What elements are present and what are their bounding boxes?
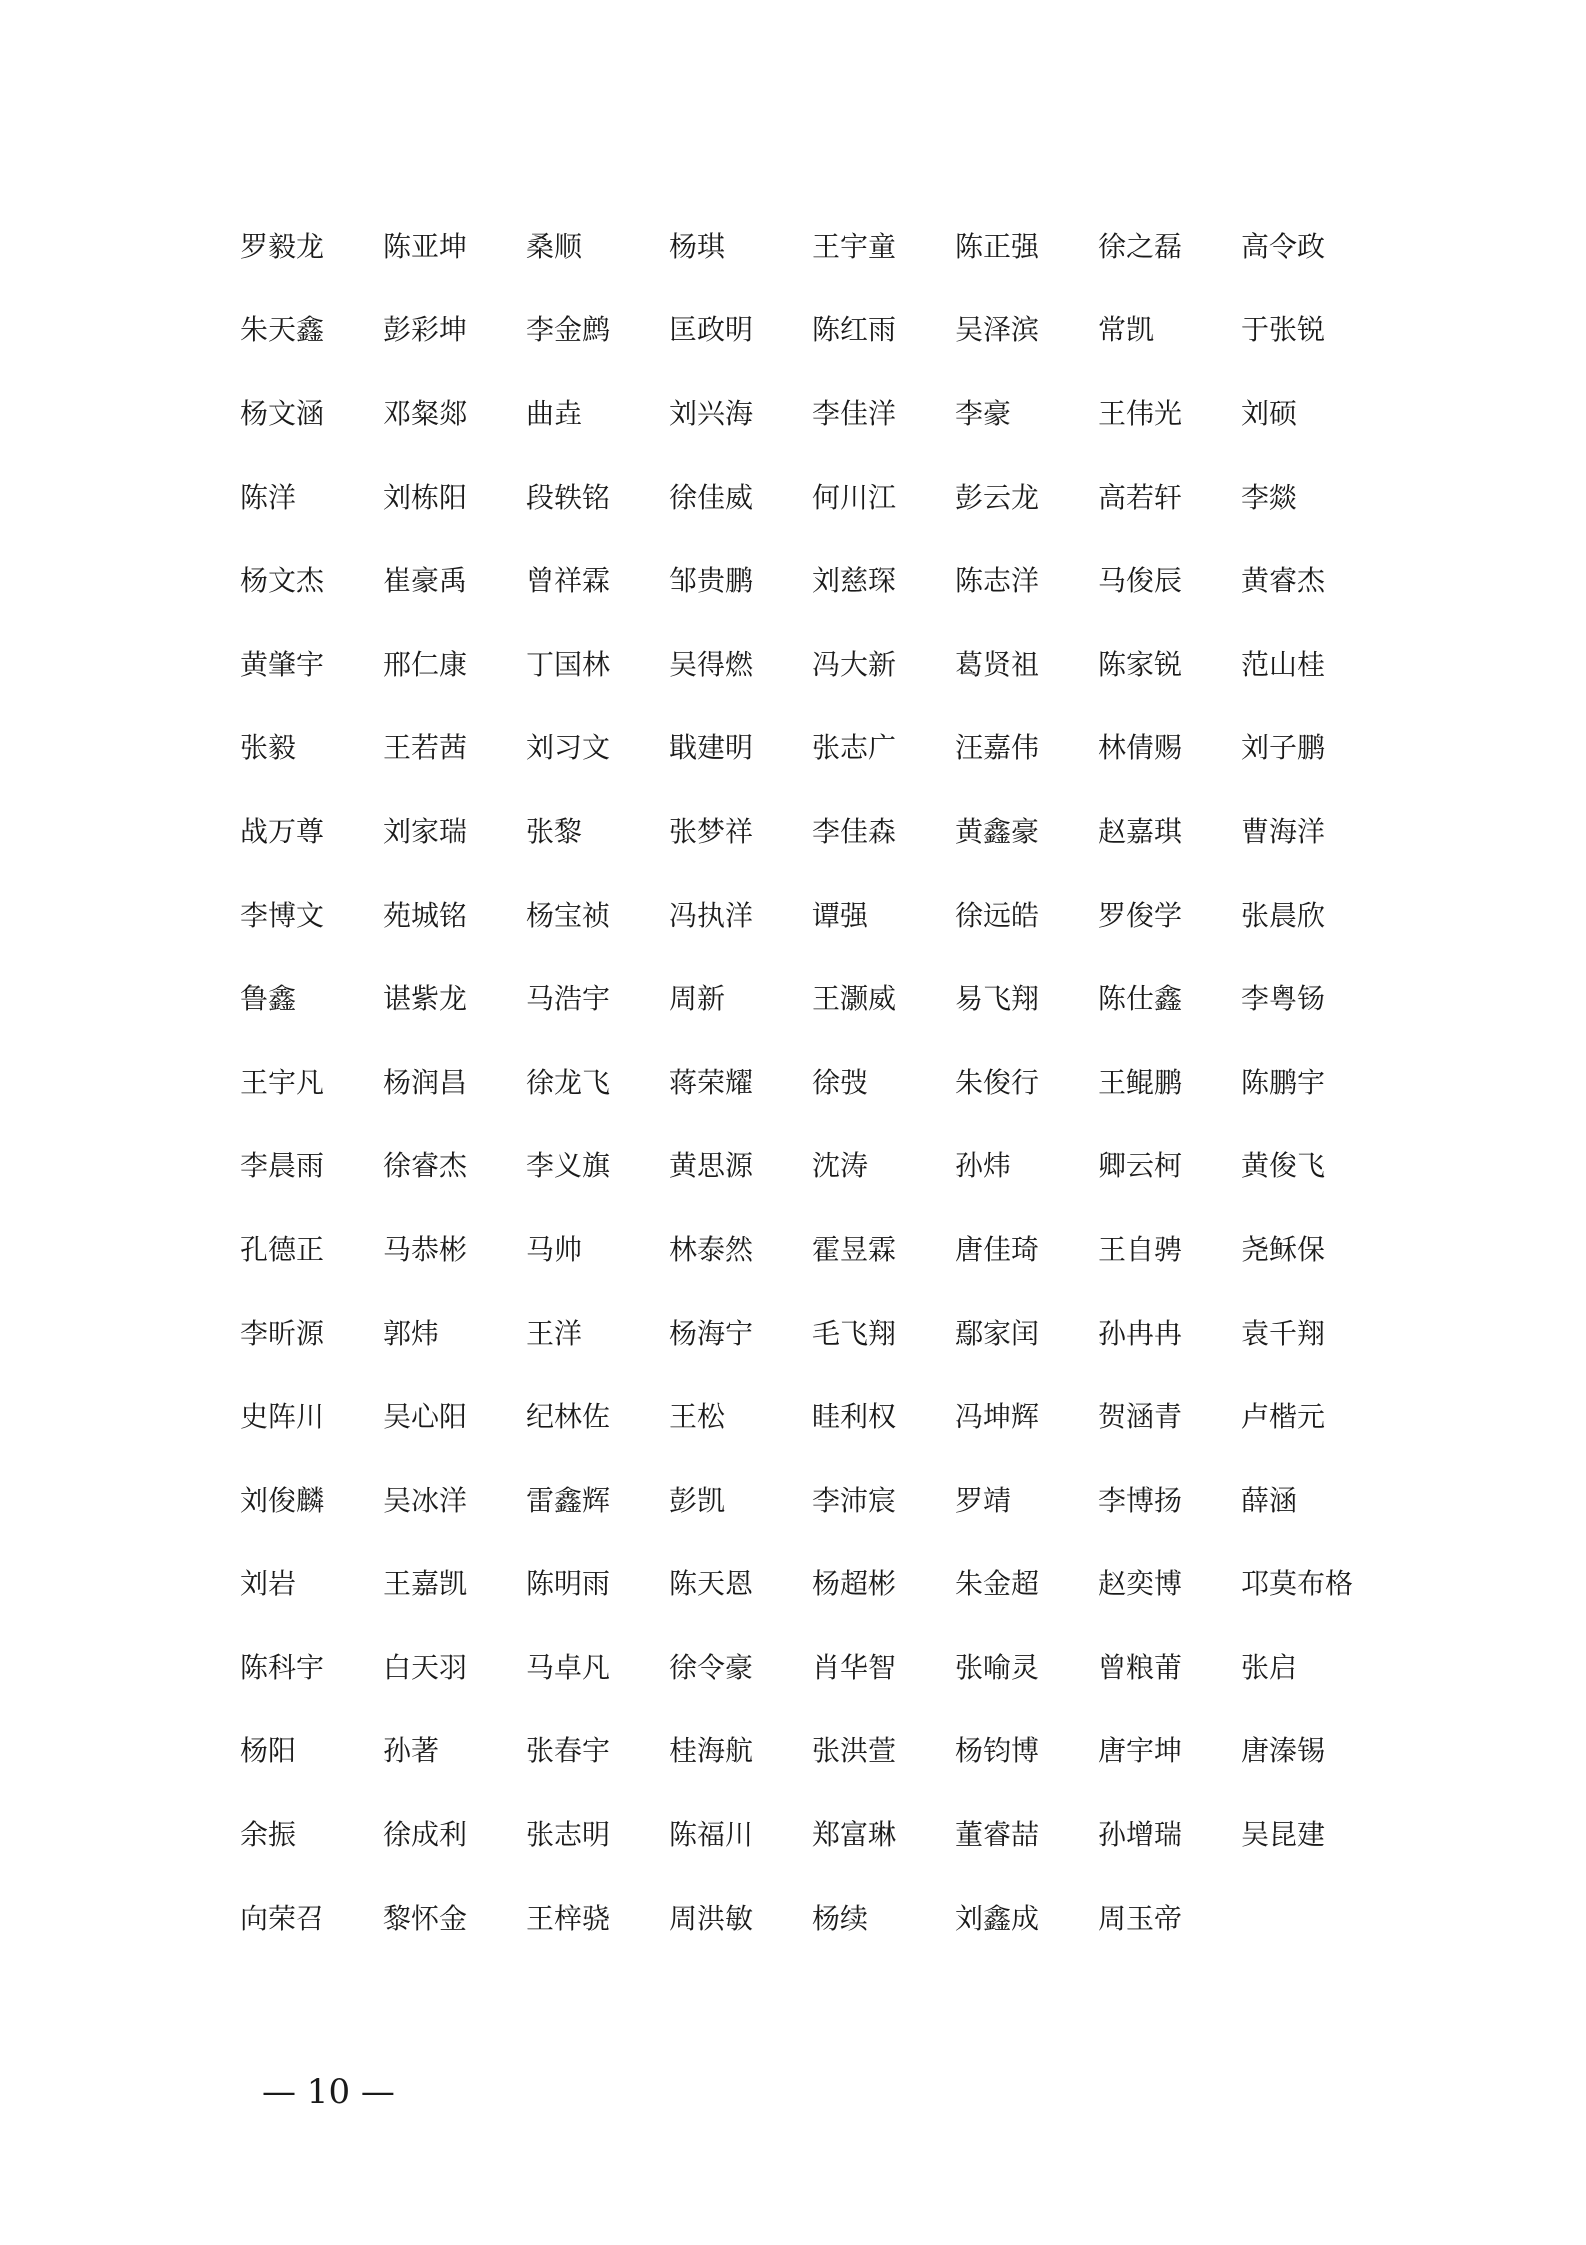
name-entry: 刘栋阳 — [383, 480, 468, 514]
name-entry: 何川江 — [812, 480, 897, 514]
name-entry: 向荣召 — [240, 1901, 325, 1935]
name-entry: 王梓骁 — [526, 1901, 611, 1935]
name-entry: 贺涵青 — [1098, 1400, 1183, 1434]
name-entry: 朱俊行 — [955, 1065, 1040, 1099]
name-entry: 陈正强 — [955, 229, 1040, 263]
name-entry: 马卓凡 — [526, 1650, 611, 1684]
name-entry: 卢楷元 — [1241, 1400, 1326, 1434]
name-entry: 杨宝祯 — [526, 898, 611, 932]
name-entry: 徐成利 — [383, 1818, 468, 1852]
name-entry: 邢仁康 — [383, 647, 468, 681]
name-entry: 王灏威 — [812, 982, 897, 1016]
name-entry: 黄思源 — [669, 1149, 754, 1183]
name-entry: 高令政 — [1241, 229, 1326, 263]
name-entry: 李博文 — [240, 898, 325, 932]
name-entry: 匡政明 — [669, 313, 754, 347]
name-entry: 范山桂 — [1241, 647, 1326, 681]
name-entry: 彭云龙 — [955, 480, 1040, 514]
name-entry: 徐远皓 — [955, 898, 1040, 932]
name-entry: 刘习文 — [526, 731, 611, 765]
name-entry: 陈仕鑫 — [1098, 982, 1183, 1016]
name-entry: 孙增瑞 — [1098, 1818, 1183, 1852]
name-entry: 白天羽 — [383, 1650, 468, 1684]
name-entry: 陈志洋 — [955, 564, 1040, 598]
name-entry: 王宇童 — [812, 229, 897, 263]
name-entry: 陈红雨 — [812, 313, 897, 347]
name-entry: 薛涵 — [1241, 1483, 1298, 1517]
name-entry: 彭凯 — [669, 1483, 726, 1517]
name-entry: 周玉帝 — [1098, 1901, 1183, 1935]
name-entry: 唐宇坤 — [1098, 1734, 1183, 1768]
name-entry: 吴得燃 — [669, 647, 754, 681]
name-entry: 李燚 — [1241, 480, 1298, 514]
name-entry: 罗俊学 — [1098, 898, 1183, 932]
name-entry: 徐之磊 — [1098, 229, 1183, 263]
name-entry: 冯大新 — [812, 647, 897, 681]
name-entry: 毛飞翔 — [812, 1316, 897, 1350]
name-entry: 张黎 — [526, 814, 583, 848]
name-entry: 林泰然 — [669, 1232, 754, 1266]
name-entry: 邛莫布格 — [1241, 1567, 1354, 1601]
name-entry: 王嘉凯 — [383, 1567, 468, 1601]
name-entry: 曾祥霖 — [526, 564, 611, 598]
name-entry: 段轶铭 — [526, 480, 611, 514]
name-entry: 卿云柯 — [1098, 1149, 1183, 1183]
name-entry: 罗靖 — [955, 1483, 1012, 1517]
name-entry: 于张锐 — [1241, 313, 1326, 347]
name-entry: 李佳森 — [812, 814, 897, 848]
name-entry: 李晨雨 — [240, 1149, 325, 1183]
name-entry: 周新 — [669, 982, 726, 1016]
name-entry: 周洪敏 — [669, 1901, 754, 1935]
name-entry: 张志明 — [526, 1818, 611, 1852]
name-entry: 鄢家闰 — [955, 1316, 1040, 1350]
name-entry: 赵奕博 — [1098, 1567, 1183, 1601]
name-entry: 杨润昌 — [383, 1065, 468, 1099]
name-entry: 刘子鹏 — [1241, 731, 1326, 765]
name-entry: 郑富琳 — [812, 1818, 897, 1852]
name-entry: 尧稣保 — [1241, 1232, 1326, 1266]
name-entry: 曾粮莆 — [1098, 1650, 1183, 1684]
name-entry: 李佳洋 — [812, 396, 897, 430]
name-entry: 刘兴海 — [669, 396, 754, 430]
name-entry: 陈天恩 — [669, 1567, 754, 1601]
name-entry: 杨超彬 — [812, 1567, 897, 1601]
name-entry: 冯坤辉 — [955, 1400, 1040, 1434]
name-entry: 张洪萱 — [812, 1734, 897, 1768]
name-entry: 杨琪 — [669, 229, 726, 263]
name-entry: 孙炜 — [955, 1149, 1012, 1183]
name-entry: 桂海航 — [669, 1734, 754, 1768]
name-entry: 马恭彬 — [383, 1232, 468, 1266]
name-entry: 黎怀金 — [383, 1901, 468, 1935]
name-entry: 吴心阳 — [383, 1400, 468, 1434]
name-entry: 董睿喆 — [955, 1818, 1040, 1852]
name-entry: 杨续 — [812, 1901, 869, 1935]
name-entry: 鲁鑫 — [240, 982, 297, 1016]
name-entry: 徐令豪 — [669, 1650, 754, 1684]
name-entry: 葛贤祖 — [955, 647, 1040, 681]
name-entry: 雷鑫辉 — [526, 1483, 611, 1517]
name-entry: 陈科宇 — [240, 1650, 325, 1684]
name-entry: 黄俊飞 — [1241, 1149, 1326, 1183]
name-entry: 吴泽滨 — [955, 313, 1040, 347]
name-entry: 刘硕 — [1241, 396, 1298, 430]
name-entry: 王若茜 — [383, 731, 468, 765]
name-entry: 唐溱锡 — [1241, 1734, 1326, 1768]
name-entry: 曹海洋 — [1241, 814, 1326, 848]
name-entry: 赵嘉琪 — [1098, 814, 1183, 848]
name-entry: 汪嘉伟 — [955, 731, 1040, 765]
name-entry: 马帅 — [526, 1232, 583, 1266]
name-entry: 崔豪禹 — [383, 564, 468, 598]
name-entry: 戢建明 — [669, 731, 754, 765]
name-entry: 刘慈琛 — [812, 564, 897, 598]
name-entry: 李金鹧 — [526, 313, 611, 347]
name-entry: 陈亚坤 — [383, 229, 468, 263]
name-entry: 孙冉冉 — [1098, 1316, 1183, 1350]
name-entry: 袁千翔 — [1241, 1316, 1326, 1350]
name-entry: 陈明雨 — [526, 1567, 611, 1601]
name-entry: 唐佳琦 — [955, 1232, 1040, 1266]
name-entry: 马俊辰 — [1098, 564, 1183, 598]
name-entry: 余振 — [240, 1818, 297, 1852]
name-entry: 张启 — [1241, 1650, 1298, 1684]
name-entry: 纪林佐 — [526, 1400, 611, 1434]
name-entry: 陈福川 — [669, 1818, 754, 1852]
name-entry: 谌紫龙 — [383, 982, 468, 1016]
name-entry: 李昕源 — [240, 1316, 325, 1350]
name-entry: 陈鹏宇 — [1241, 1065, 1326, 1099]
name-entry: 王洋 — [526, 1316, 583, 1350]
name-entry: 王伟光 — [1098, 396, 1183, 430]
name-entry: 朱天鑫 — [240, 313, 325, 347]
name-entry: 马浩宇 — [526, 982, 611, 1016]
name-entry: 黄鑫豪 — [955, 814, 1040, 848]
name-entry: 张晨欣 — [1241, 898, 1326, 932]
name-entry: 彭彩坤 — [383, 313, 468, 347]
name-entry: 眭利权 — [812, 1400, 897, 1434]
name-list-grid — [240, 205, 1420, 1960]
name-entry: 吴昆建 — [1241, 1818, 1326, 1852]
name-entry: 蒋荣耀 — [669, 1065, 754, 1099]
name-entry: 王宇凡 — [240, 1065, 325, 1099]
name-entry: 吴冰洋 — [383, 1483, 468, 1517]
name-entry: 黄肇宇 — [240, 647, 325, 681]
name-entry: 丁国林 — [526, 647, 611, 681]
name-entry: 桑顺 — [526, 229, 583, 263]
name-entry: 林倩赐 — [1098, 731, 1183, 765]
name-entry: 李沛宸 — [812, 1483, 897, 1517]
name-entry: 杨文杰 — [240, 564, 325, 598]
name-entry: 高若轩 — [1098, 480, 1183, 514]
name-entry: 冯执洋 — [669, 898, 754, 932]
name-entry: 刘家瑞 — [383, 814, 468, 848]
name-entry: 刘岩 — [240, 1567, 297, 1601]
name-entry: 杨钧博 — [955, 1734, 1040, 1768]
name-entry: 陈洋 — [240, 480, 297, 514]
name-entry: 邓粲郯 — [383, 396, 468, 430]
name-entry: 张毅 — [240, 731, 297, 765]
name-entry: 刘俊麟 — [240, 1483, 325, 1517]
name-entry: 罗毅龙 — [240, 229, 325, 263]
name-entry: 孙著 — [383, 1734, 440, 1768]
name-entry: 霍昱霖 — [812, 1232, 897, 1266]
name-entry: 曲垚 — [526, 396, 583, 430]
name-entry: 徐龙飞 — [526, 1065, 611, 1099]
name-entry: 沈涛 — [812, 1149, 869, 1183]
name-entry: 朱金超 — [955, 1567, 1040, 1601]
name-entry: 常凯 — [1098, 313, 1155, 347]
name-entry: 邹贵鹏 — [669, 564, 754, 598]
name-entry: 杨文涵 — [240, 396, 325, 430]
name-entry: 王松 — [669, 1400, 726, 1434]
name-entry: 张喻灵 — [955, 1650, 1040, 1684]
name-entry: 徐睿杰 — [383, 1149, 468, 1183]
name-entry: 杨海宁 — [669, 1316, 754, 1350]
name-entry: 张梦祥 — [669, 814, 754, 848]
name-entry: 王鲲鹏 — [1098, 1065, 1183, 1099]
name-entry: 苑城铭 — [383, 898, 468, 932]
name-entry: 李豪 — [955, 396, 1012, 430]
name-entry: 李粤钖 — [1241, 982, 1326, 1016]
name-entry: 徐佳威 — [669, 480, 754, 514]
name-entry: 王自骋 — [1098, 1232, 1183, 1266]
name-entry: 郭炜 — [383, 1316, 440, 1350]
name-entry: 徐弢 — [812, 1065, 869, 1099]
name-entry: 黄睿杰 — [1241, 564, 1326, 598]
name-entry: 李义旗 — [526, 1149, 611, 1183]
name-entry: 孔德正 — [240, 1232, 325, 1266]
name-entry: 张春宇 — [526, 1734, 611, 1768]
name-entry: 战万尊 — [240, 814, 325, 848]
name-entry: 易飞翔 — [955, 982, 1040, 1016]
name-entry: 李博扬 — [1098, 1483, 1183, 1517]
name-entry: 史阵川 — [240, 1400, 325, 1434]
name-entry: 刘鑫成 — [955, 1901, 1040, 1935]
name-entry: 陈家锐 — [1098, 647, 1183, 681]
name-entry: 杨阳 — [240, 1734, 297, 1768]
name-entry: 谭强 — [812, 898, 869, 932]
name-entry: 肖华智 — [812, 1650, 897, 1684]
name-entry: 张志广 — [812, 731, 897, 765]
page-number: — 10 — — [262, 2072, 395, 2112]
